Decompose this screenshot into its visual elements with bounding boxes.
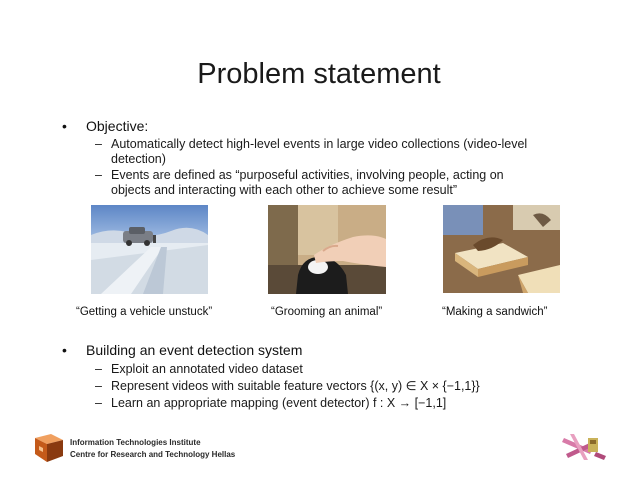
hand-grooming-cat-image [268,205,386,294]
bullet: • [62,118,67,134]
objective-item-1-line-1: Automatically detect high-level events in large video collections (video-level [111,137,528,151]
sandwich-bread-image [443,205,560,293]
system-item-1-text: Exploit an annotated video dataset [111,362,303,376]
certh-logo-icon [562,432,606,462]
snowy-road-car-image [91,205,208,294]
system-item-2-text: Represent videos with suitable feature vectors {(x, y) ∈ X × {−1,1}} [111,379,480,393]
system-item-3-text: Learn an appropriate mapping (event detector) f : X → [−1,1] [111,396,447,410]
slide-title: Problem statement [197,58,441,90]
caption-making-sandwich: “Making a sandwich” [442,306,548,318]
caption-grooming-animal: “Grooming an animal” [271,306,383,318]
iti-logo-icon [33,432,65,464]
objective-item-2-line-2: objects and interacting with each other to achieve some result” [111,183,458,197]
objective-item-1-line-2: detection) [111,152,166,166]
bullet: • [62,342,67,358]
system-label: Building an event detection system [86,342,303,358]
footer-centre: Centre for Research and Technology Hellas [70,450,236,459]
objective-item-2-line-1: Events are defined as “purposeful activities, involving people, acting on [111,168,504,182]
footer-institute: Information Technologies Institute [70,438,201,447]
objective-label: Objective: [86,118,149,134]
caption-getting-vehicle-unstuck: “Getting a vehicle unstuck” [76,306,213,318]
